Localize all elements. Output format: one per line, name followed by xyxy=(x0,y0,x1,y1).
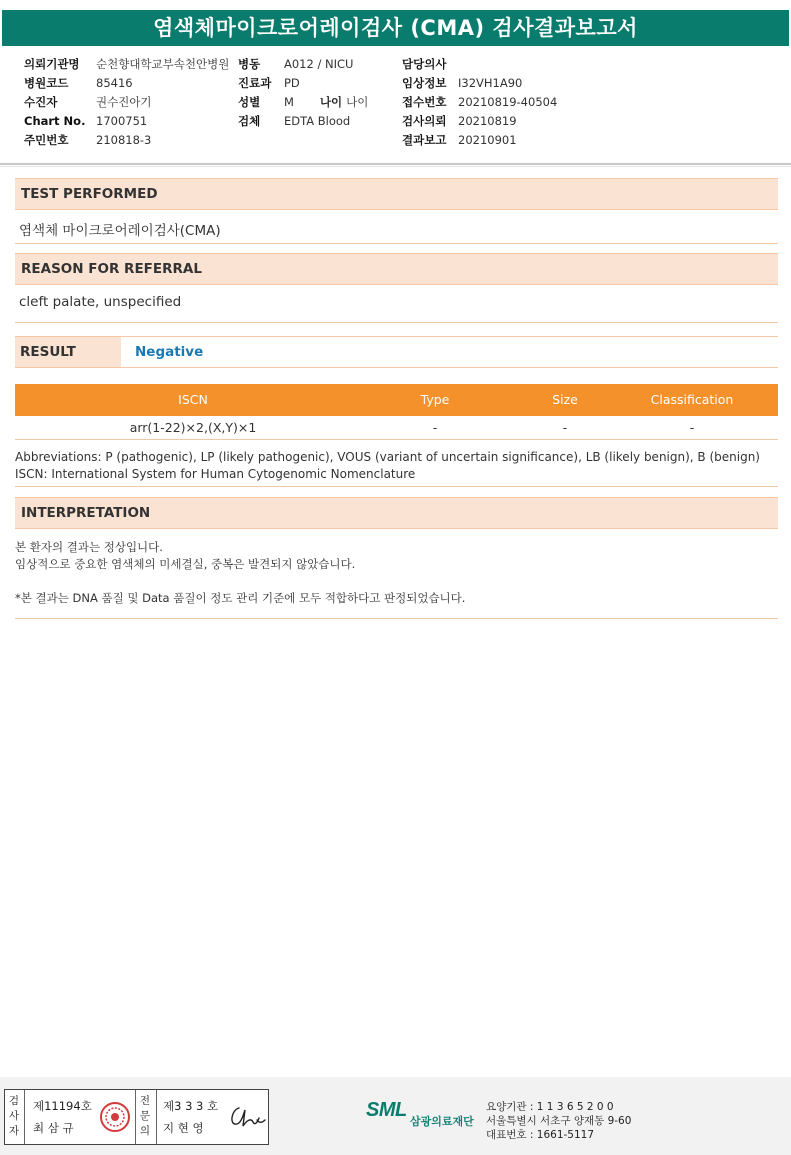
cell-iscn: arr(1-22)×2,(X,Y)×1 xyxy=(129,420,257,435)
examiner-label: 검 사 자 xyxy=(8,1095,20,1137)
section-rule xyxy=(15,486,778,487)
section-rule xyxy=(15,618,778,619)
section-rule xyxy=(15,322,778,323)
info-row-hospital-code: 병원코드 85416 xyxy=(24,76,133,90)
abbreviations-line: Abbreviations: P (pathogenic), LP (likely pathogenic), VOUS (variant of uncertain significance), LB (likely benign), B (benign) xyxy=(15,450,760,464)
result-row xyxy=(15,336,778,368)
signature-box xyxy=(4,1089,269,1145)
table-row xyxy=(15,416,778,440)
info-row-receipt-no: 접수번호 20210819-40504 xyxy=(402,95,558,109)
iscn-definition: ISCN: International System for Human Cytogenomic Nomenclature xyxy=(15,467,416,481)
specialist-name: 지 현 영 xyxy=(163,1121,204,1135)
reason-value: cleft palate, unspecified xyxy=(19,294,182,310)
cell-classification: - xyxy=(689,420,695,435)
info-row-institution: 의뢰기관명 순천향대학교부속천안병원 xyxy=(24,57,230,71)
box-separator xyxy=(24,1090,25,1144)
test-performed-value: 염색체 마이크로어레이검사(CMA) xyxy=(19,223,221,239)
patient-info-col2 xyxy=(238,55,368,131)
info-row-clinical-info: 임상정보 I32VH1A90 xyxy=(402,76,523,90)
test-performed-heading: TEST PERFORMED xyxy=(15,178,778,210)
info-row-result-report: 결과보고 20210901 xyxy=(402,133,517,147)
seal-stamp-icon xyxy=(99,1101,131,1133)
examiner-license-no: 제11194호 xyxy=(33,1099,92,1113)
institution-code: 요양기관 : 1 1 3 6 5 2 0 0 xyxy=(486,1101,614,1113)
header-divider xyxy=(0,163,791,165)
info-row-specimen: 검체 EDTA Blood xyxy=(238,114,351,128)
col-header-size: Size xyxy=(552,392,578,407)
result-heading: RESULT xyxy=(15,337,121,367)
interpretation-heading: INTERPRETATION xyxy=(15,497,778,529)
foundation-name: 삼광의료재단 xyxy=(410,1115,474,1128)
info-row-patient-name: 수진자 권수진아기 xyxy=(24,95,152,109)
address: 서울특별시 서초구 양재동 9-60 xyxy=(486,1115,632,1127)
examiner-name: 최 삼 규 xyxy=(33,1121,74,1135)
phone-number: 대표번호 : 1661-5117 xyxy=(486,1129,595,1141)
age-value: 나이 xyxy=(346,95,369,109)
info-row-sex-age: 성별 M 나이 나이 xyxy=(238,93,368,112)
age-label: 나이 xyxy=(319,95,343,109)
result-value: Negative xyxy=(135,344,204,360)
info-row-resident-no: 주민번호 210818-3 xyxy=(24,133,152,147)
interpretation-note: *본 결과는 DNA 품질 및 Data 품질이 정도 관리 기준에 모두 적합하다고 판정되었습니다. xyxy=(15,591,466,605)
sml-logo-text: SML xyxy=(366,1099,407,1121)
info-row-ward: 병동 A012 / NICU xyxy=(238,57,354,71)
specialist-license-no: 제3 3 3 호 xyxy=(163,1099,219,1113)
patient-info-col1 xyxy=(24,55,229,150)
reason-heading: REASON FOR REFERRAL xyxy=(15,253,778,285)
col-header-type: Type xyxy=(420,392,450,407)
interpretation-line1: 본 환자의 결과는 정상입니다. xyxy=(15,540,163,554)
interpretation-line2: 임상적으로 중요한 염색체의 미세결실, 중복은 발견되지 않았습니다. xyxy=(15,557,356,571)
abbreviations xyxy=(15,449,760,483)
col-header-iscn: ISCN xyxy=(178,392,208,407)
cell-type: - xyxy=(432,420,438,435)
info-row-department: 진료과 PD xyxy=(238,76,300,90)
box-separator xyxy=(135,1090,136,1144)
cell-size: - xyxy=(562,420,568,435)
info-row-test-request: 검사의뢰 20210819 xyxy=(402,114,517,128)
signature-icon xyxy=(227,1100,267,1132)
iscn-table-header xyxy=(15,384,778,416)
footer-info xyxy=(486,1100,631,1142)
col-header-classification: Classification xyxy=(650,392,734,407)
box-separator xyxy=(156,1090,157,1144)
info-row-chart-no: Chart No. 1700751 xyxy=(24,114,148,128)
info-row-physician: 담당의사 xyxy=(402,57,447,71)
header-divider-shadow xyxy=(0,166,791,167)
specialist-label: 전 문 의 xyxy=(139,1095,151,1137)
patient-info-col3 xyxy=(402,55,557,150)
report-title: 염색체마이크로어레이검사 (CMA) 검사결과보고서 xyxy=(2,10,789,46)
section-rule xyxy=(15,243,778,244)
